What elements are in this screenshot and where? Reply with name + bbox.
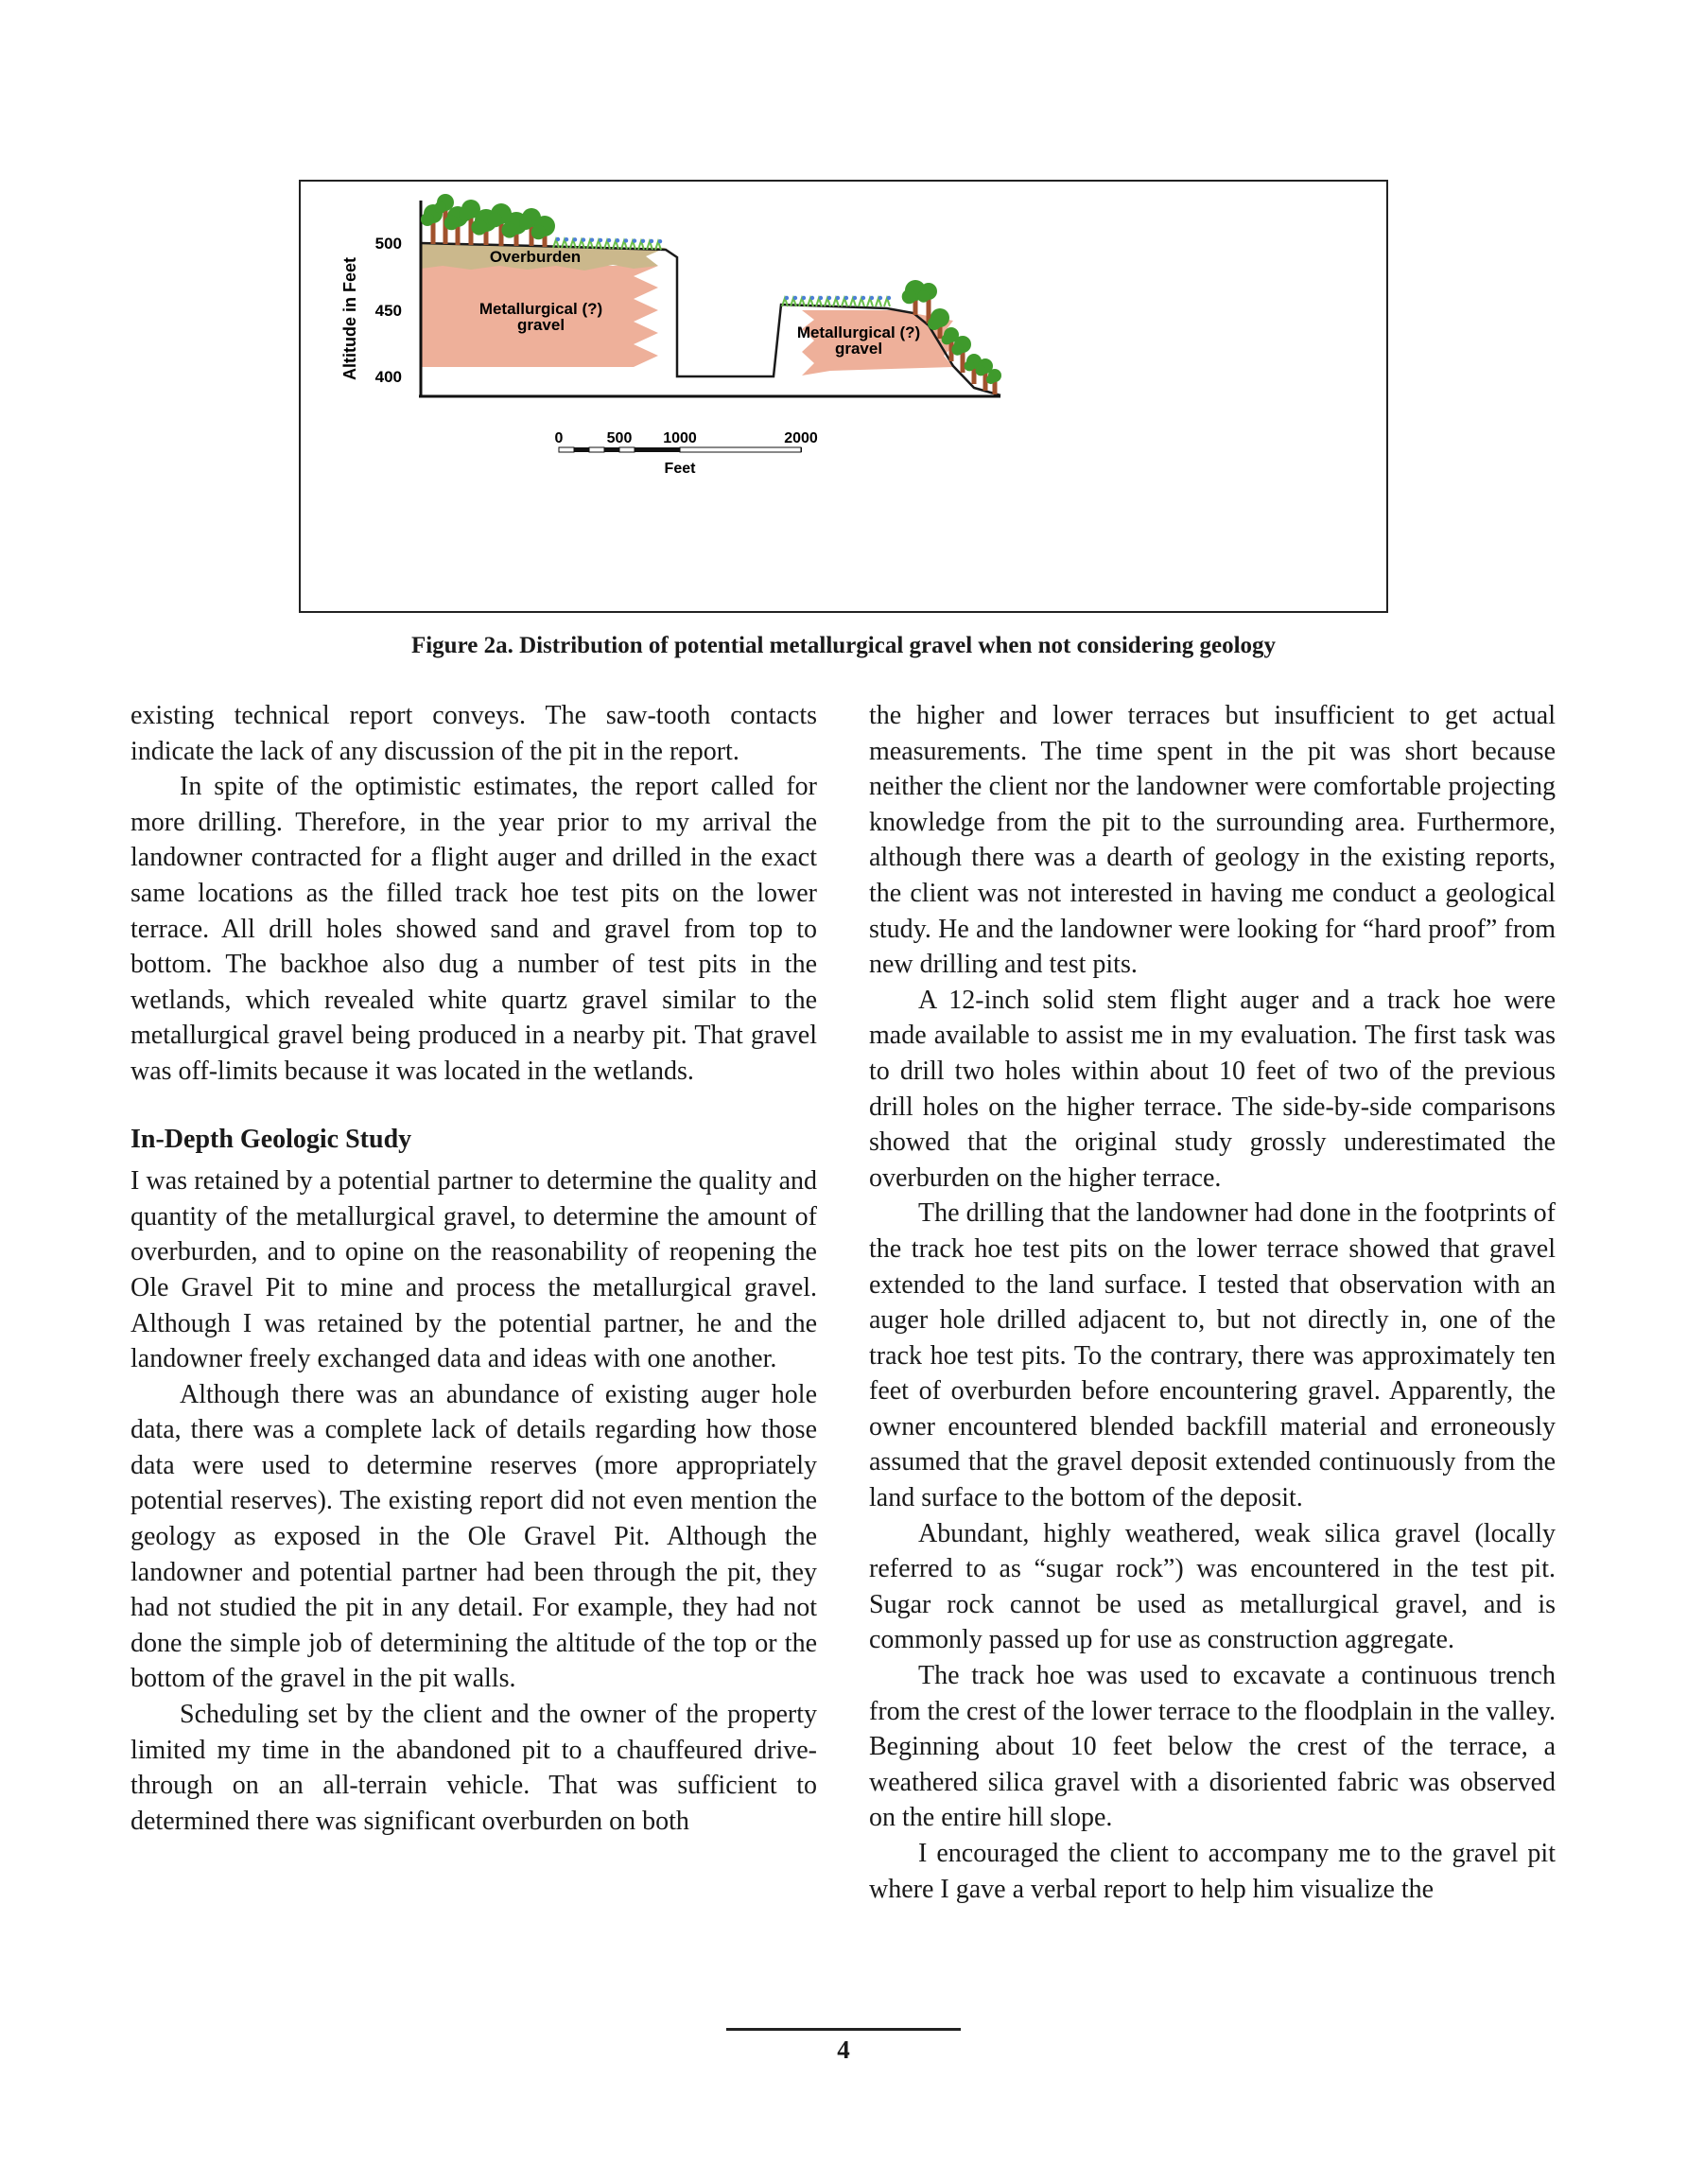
tree-foliage — [519, 217, 532, 230]
paragraph: existing technical report conveys. The saw-tooth contacts indicate the lack of any discussion of the pit in the report. — [130, 701, 817, 766]
grass-flower — [582, 237, 585, 241]
grass-flower — [802, 296, 806, 300]
grass-flower — [624, 238, 628, 242]
scale-bar — [555, 430, 818, 477]
scale-tick-2000: 2000 — [784, 430, 818, 446]
tree-foliage — [917, 290, 930, 303]
tree-foliage — [942, 334, 952, 344]
paragraph: Scheduling set by the client and the owner of the property limited my time in the abandoned pit to a chauffeured drive-through on an all-terrain vehicle. That was sufficient to determined there was significant overburden on both — [130, 1700, 817, 1836]
figure-caption: Figure 2a. Distribution of potential metallurgical gravel when not considering geology — [410, 633, 1277, 658]
grass-flower — [565, 237, 568, 241]
tree-foliage — [488, 213, 502, 227]
grass-flower — [827, 296, 831, 300]
tree-foliage — [986, 375, 996, 384]
gravel-right-label-line2: gravel — [834, 340, 883, 358]
y-tick-500: 500 — [374, 235, 402, 253]
paragraph: In spite of the optimistic estimates, the report called for more drilling. Therefore, in the year prior to my arrival the landowner contracted for a flight auger and drilled in the exact same locations as the filled track hoe test pits on the lower terrace. All drill holes showed sand and gravel from top to bottom. The backhoe also dug a number of test pits in the wetlands, which revealed white quartz gravel similar to the metallurgical gravel being produced in a nearby pit. That gravel was off-limits because it was located in the wetlands. — [130, 772, 817, 1086]
cross-section-diagram — [301, 182, 1386, 611]
section-heading: In-Depth Geologic Study — [130, 1124, 412, 1154]
tree-foliage — [434, 201, 446, 214]
paragraph: Although there was an abundance of existing auger hole data, there was a complete lack of details regarding how those data were used to determine reserves (more appropriately potential reserves). The existing report did not even mention the geology as exposed in the Ole Gravel Pit. Although the landowner and potential partner had been through the pit, they had not studied the pit in any detail. For example, they had not done the simple job of determining the altitude of the top or the bottom of the gravel in the pit walls. — [130, 1379, 817, 1694]
tree-foliage — [471, 219, 487, 236]
paragraph: The track hoe was used to excavate a continuous trench from the crest of the lower terrace to the floodplain in the valley. Beginning about 10 feet below the crest of the terrace, a weathered silica gravel with a disoriented fabric was observed on the entire hill slope. — [869, 1661, 1556, 1833]
grass-flower — [878, 296, 882, 300]
grass-flower — [844, 296, 848, 300]
grass-flower — [616, 238, 619, 242]
grass-flower — [573, 237, 577, 241]
grass-flower — [658, 239, 662, 243]
tree-foliage — [951, 343, 964, 356]
paragraph: the higher and lower terraces but insufficient to get actual measurements. The time spent in the pit was short because neither the client nor the landowner were comfortable projecting knowledge from the pit to the surrounding area. Furthermore, although there was a dearth of geology in the existing reports, the client was not interested in having me conduct a geological study. He and the landowner were looking for “hard proof” from new drilling and test pits. — [869, 701, 1556, 980]
grass-flower — [870, 296, 874, 300]
tree-foliage — [976, 365, 986, 376]
footer-rule — [726, 2028, 961, 2031]
tree-foliage — [421, 213, 434, 226]
grass-flower — [590, 238, 594, 242]
scale-tick-500: 500 — [606, 430, 633, 446]
y-axis-label: Altitude in Feet — [340, 257, 359, 380]
grass-flower — [853, 296, 857, 300]
paragraph: I was retained by a potential partner to determine the quality and quantity of the metallurgical gravel, to determine the amount of overburden, and to opine on the reasonability of reopening the Ole Gravel Pit to mine and process the metallurgical gravel. Although I was retained by the potential partner, he and the landowner freely exchanged data and ideas with one another. — [130, 1166, 817, 1374]
grass-flower — [599, 238, 602, 242]
gravel-left-label-line1: Metallurgical (?) — [478, 300, 603, 318]
y-tick-450: 450 — [374, 302, 402, 320]
grass-flower — [785, 296, 789, 300]
gravel-right-label-line1: Metallurgical (?) — [796, 323, 921, 341]
right-text-column — [869, 698, 1556, 1907]
tree-foliage — [501, 222, 517, 238]
paragraph: I encouraged the client to accompany me to the gravel pit where I gave a verbal report to help him visualize the — [869, 1839, 1556, 1904]
paragraph: The drilling that the landowner had done in the footprints of the track hoe test pits on the lower terrace showed that gravel extended to the land surface. I tested that observation with an auger hole drilled adjacent to, but not directly in, one of the track hoe test pits. To the contrary, there was approximately ten feet of overburden before encountering gravel. Apparently, the owner encountered blended backfill material and erroneously assumed that the gravel deposit extended continuously from the land surface to the bottom of the deposit. — [869, 1198, 1556, 1513]
grass-flower — [607, 238, 611, 242]
page-number: 4 — [837, 2035, 850, 2064]
tree-foliage — [459, 208, 472, 221]
gravel-left-label-line2: gravel — [516, 316, 565, 334]
grass-flower — [650, 239, 653, 243]
scale-unit-label: Feet — [664, 461, 696, 477]
scale-tick-1000: 1000 — [663, 430, 697, 446]
tree-foliage — [965, 360, 975, 371]
grass-flower — [887, 296, 891, 300]
grass-flower — [556, 237, 560, 241]
tree-cluster-upper-left — [421, 194, 555, 247]
grass-flower — [819, 296, 823, 300]
grass-flower — [810, 296, 814, 300]
tree-foliage — [902, 289, 916, 304]
grass-flower — [836, 296, 840, 300]
grass-flower — [633, 238, 636, 242]
paragraph: Abundant, highly weathered, weak silica gravel (locally referred to as “sugar rock”) was encountered in the test pit. Sugar rock cannot be used as metallurgical gravel, and is commonly passed up for use as construction aggregate. — [869, 1518, 1556, 1655]
grass-flower — [793, 296, 797, 300]
grass-flower — [861, 296, 865, 300]
scale-tick-0: 0 — [554, 430, 564, 446]
y-tick-400: 400 — [374, 368, 402, 386]
left-text-column — [130, 698, 817, 1839]
tree-foliage — [531, 225, 546, 239]
overburden-label: Overburden — [489, 248, 582, 266]
grass-flower — [641, 239, 645, 243]
figure-2a — [299, 180, 1388, 613]
tree-foliage — [928, 317, 941, 330]
tree-foliage — [444, 216, 459, 230]
paragraph: A 12-inch solid stem flight auger and a track hoe were made available to assist me in my evaluation. The first task was to drill two holes within about 10 feet of two of the previous drill holes on the higher terrace. The side-by-side comparisons showed that the original study grossly underestimated the overburden on the higher terrace. — [869, 985, 1556, 1193]
